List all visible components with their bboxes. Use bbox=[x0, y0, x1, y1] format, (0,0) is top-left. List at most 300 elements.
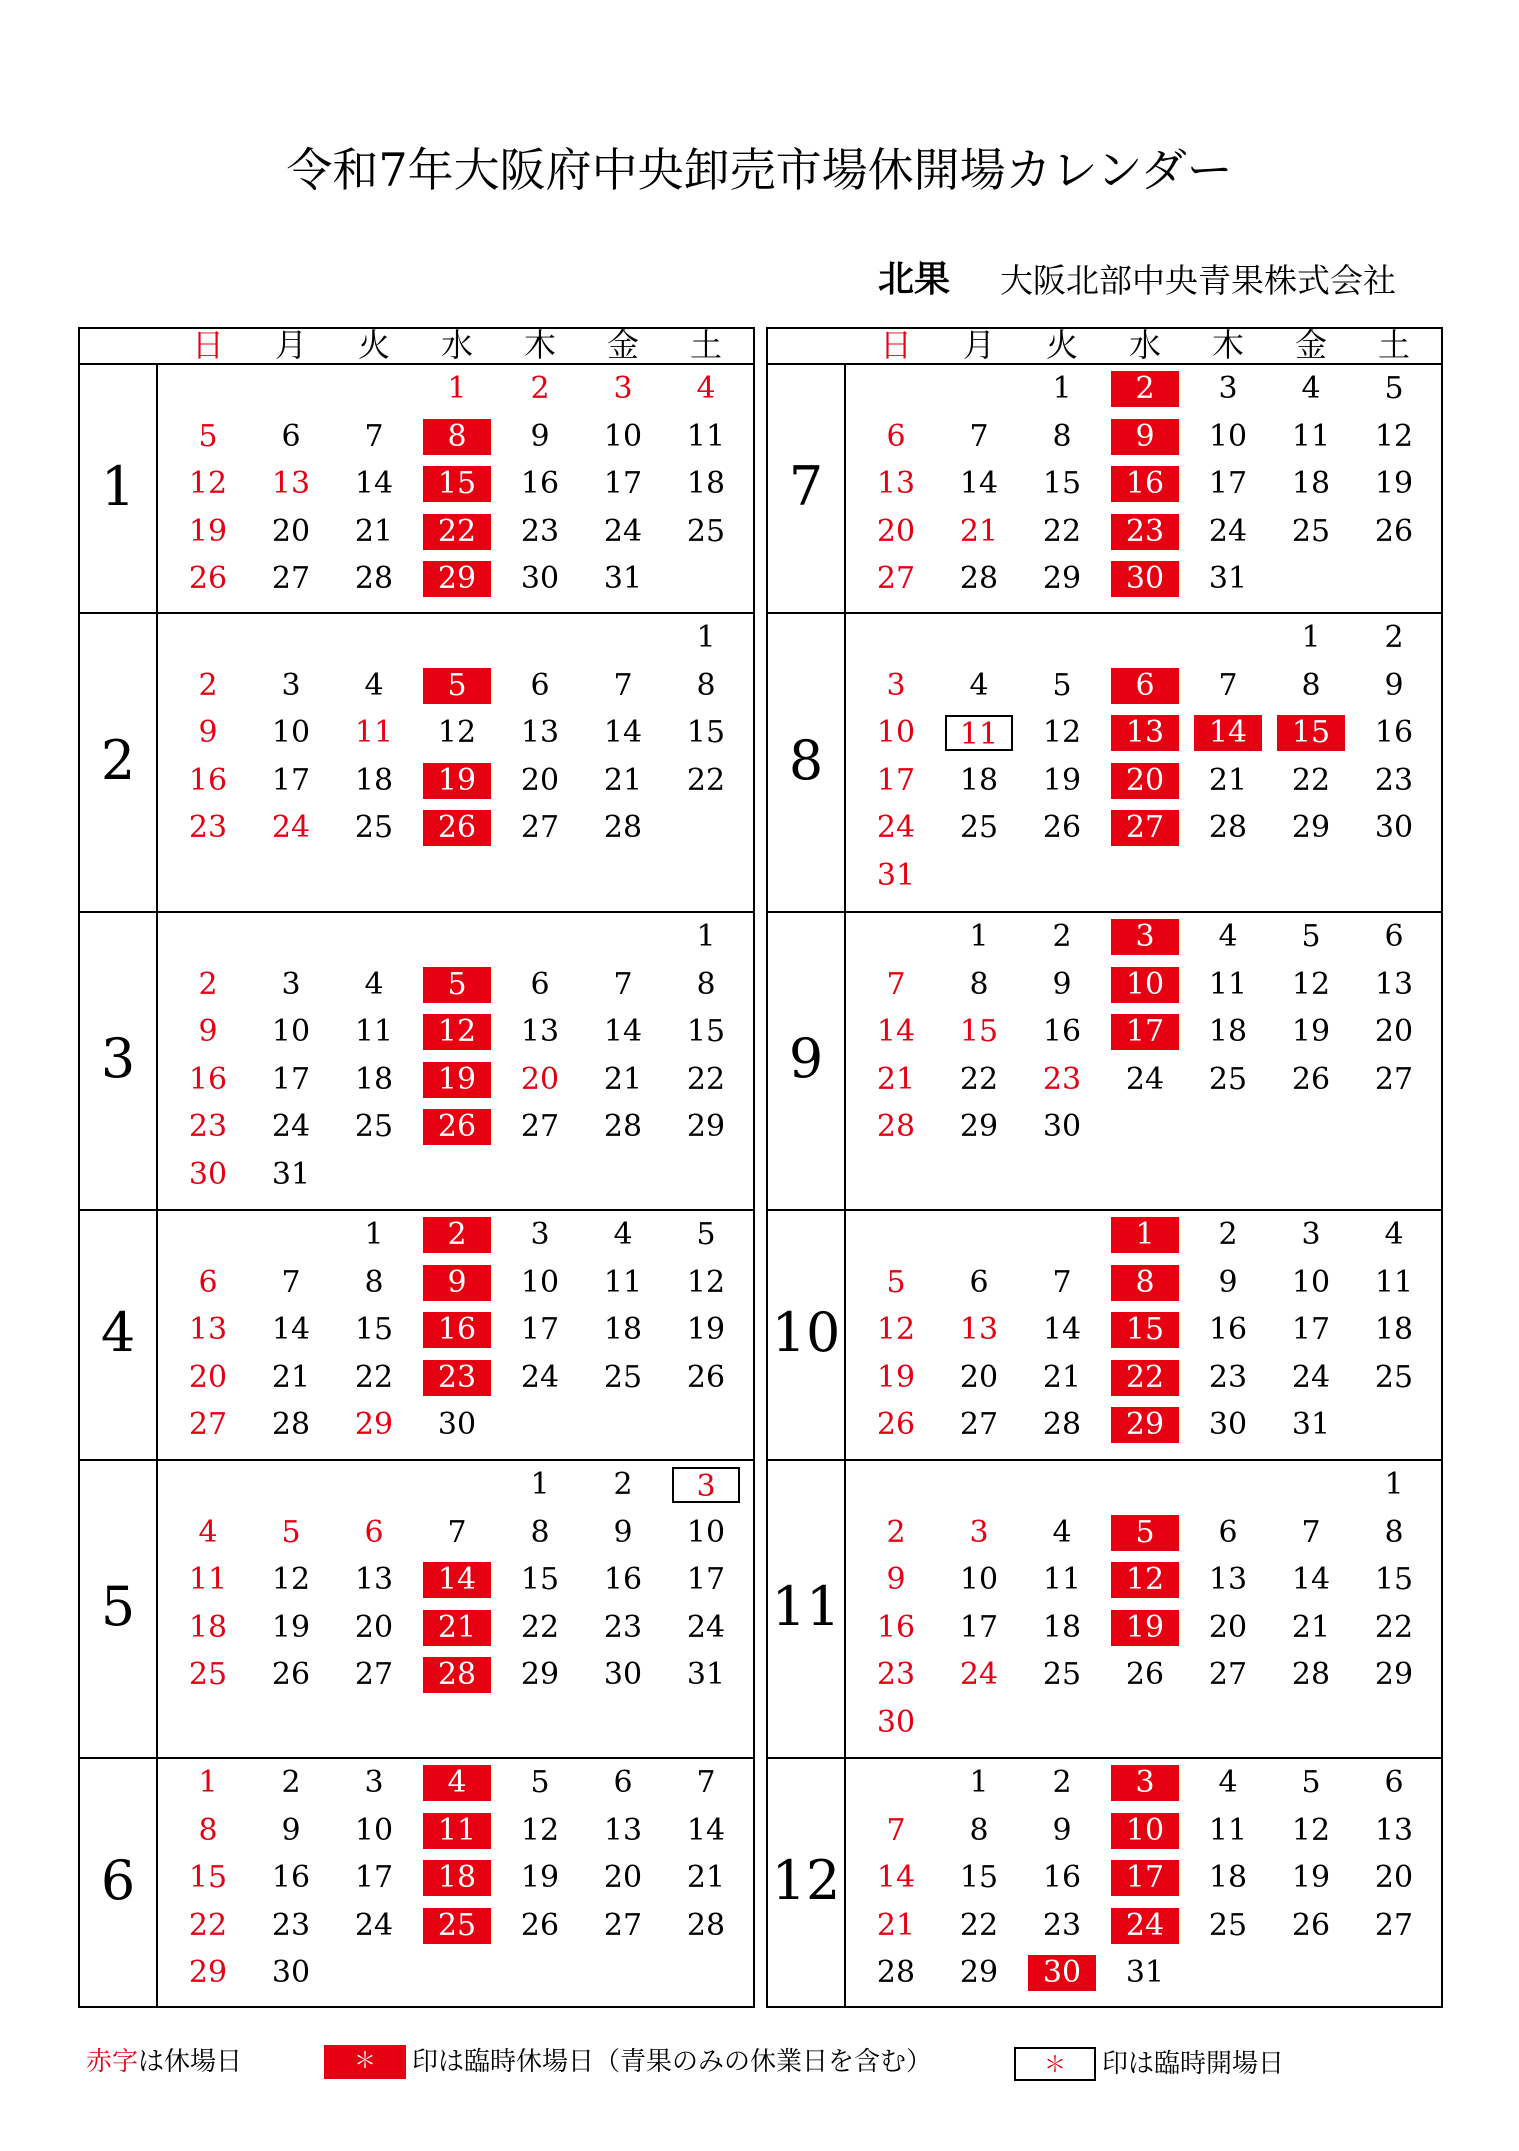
day-cell: 16 bbox=[423, 1312, 491, 1348]
day-cell: 1 bbox=[969, 919, 989, 954]
day-cell: 26 bbox=[1374, 513, 1414, 549]
day-cell: 3 bbox=[1218, 371, 1238, 406]
day-cell: 21 bbox=[354, 513, 394, 549]
day-cell: 31 bbox=[603, 561, 643, 596]
month-label: 1 bbox=[100, 454, 136, 518]
day-cell: 22 bbox=[423, 514, 491, 550]
day-cell: 27 bbox=[959, 1407, 999, 1442]
legend-fill-text: 印は臨時休場日（青果のみの休業日を含む） bbox=[412, 2047, 933, 2077]
month-5 bbox=[80, 1461, 753, 1759]
day-cell: 7 bbox=[281, 1264, 301, 1300]
day-cell: 14 bbox=[1042, 1312, 1082, 1347]
day-cell: 27 bbox=[520, 1109, 560, 1144]
day-cell: 4 bbox=[613, 1217, 633, 1252]
day-cell: 5 bbox=[423, 967, 491, 1003]
day-cell: 5 bbox=[198, 418, 218, 454]
day-cell: 6 bbox=[530, 966, 550, 1002]
day-cell: 8 bbox=[364, 1264, 384, 1300]
weekday-label: 金 bbox=[1294, 326, 1327, 364]
day-cell: 31 bbox=[876, 857, 916, 893]
day-cell: 12 bbox=[686, 1264, 726, 1300]
day-cell: 14 bbox=[876, 1860, 916, 1895]
day-cell: 21 bbox=[686, 1860, 726, 1895]
day-cell: 24 bbox=[271, 1109, 311, 1144]
day-cell: 13 bbox=[1374, 1812, 1414, 1848]
month-3 bbox=[80, 913, 753, 1211]
day-cell: 29 bbox=[959, 1955, 999, 1990]
day-cell: 1 bbox=[1301, 620, 1321, 655]
day-cell: 28 bbox=[354, 561, 394, 596]
day-cell: 17 bbox=[271, 762, 311, 798]
day-cell: 30 bbox=[1042, 1109, 1082, 1144]
day-cell: 21 bbox=[1042, 1359, 1082, 1395]
day-cell: 3 bbox=[886, 667, 906, 703]
day-cell: 10 bbox=[1111, 967, 1179, 1003]
day-cell: 24 bbox=[1125, 1061, 1165, 1097]
day-cell: 20 bbox=[1374, 1860, 1414, 1895]
day-cell: 11 bbox=[1374, 1264, 1414, 1300]
day-cell: 30 bbox=[1208, 1407, 1248, 1442]
day-cell: 16 bbox=[1208, 1312, 1248, 1347]
day-cell: 27 bbox=[1111, 810, 1179, 846]
day-cell: 20 bbox=[354, 1609, 394, 1645]
day-cell: 26 bbox=[1125, 1657, 1165, 1692]
day-cell: 10 bbox=[959, 1562, 999, 1597]
day-cell: 14 bbox=[271, 1312, 311, 1347]
day-cell: 25 bbox=[1208, 1907, 1248, 1943]
day-cell: 7 bbox=[447, 1514, 467, 1550]
day-cell: 2 bbox=[198, 966, 218, 1002]
month-label: 8 bbox=[788, 728, 824, 792]
day-cell: 15 bbox=[188, 1860, 228, 1895]
day-cell: 23 bbox=[1374, 762, 1414, 798]
day-cell: 25 bbox=[959, 810, 999, 845]
weekday-header bbox=[80, 326, 753, 365]
day-cell: 11 bbox=[1291, 418, 1331, 454]
day-cell: 28 bbox=[1042, 1407, 1082, 1442]
month-label: 5 bbox=[100, 1575, 136, 1638]
day-cell: 5 bbox=[423, 668, 491, 704]
day-cell: 8 bbox=[1111, 1265, 1179, 1301]
day-cell: 2 bbox=[1052, 1765, 1072, 1800]
day-cell: 17 bbox=[603, 466, 643, 501]
day-cell: 2 bbox=[423, 1217, 491, 1253]
day-cell: 27 bbox=[271, 561, 311, 596]
day-cell: 16 bbox=[1374, 715, 1414, 750]
month-label: 2 bbox=[100, 728, 136, 792]
month-8 bbox=[768, 614, 1441, 913]
day-cell: 18 bbox=[959, 762, 999, 798]
day-cell: 4 bbox=[364, 966, 384, 1002]
day-cell: 29 bbox=[1291, 810, 1331, 845]
weekday-header bbox=[768, 326, 1441, 365]
day-cell: 6 bbox=[1384, 919, 1404, 954]
day-cell: 24 bbox=[876, 810, 916, 845]
day-cell: 30 bbox=[876, 1704, 916, 1740]
day-cell: 8 bbox=[423, 419, 491, 455]
day-cell: 18 bbox=[603, 1312, 643, 1347]
day-cell: 21 bbox=[603, 1061, 643, 1097]
day-cell: 9 bbox=[1384, 667, 1404, 703]
day-cell: 21 bbox=[423, 1610, 491, 1646]
day-cell: 25 bbox=[1042, 1657, 1082, 1692]
day-cell: 11 bbox=[945, 715, 1013, 751]
day-cell: 8 bbox=[969, 966, 989, 1002]
day-cell: 7 bbox=[1052, 1264, 1072, 1300]
day-cell: 12 bbox=[1042, 715, 1082, 750]
day-cell: 13 bbox=[1208, 1562, 1248, 1597]
day-cell: 11 bbox=[354, 715, 394, 750]
day-cell: 22 bbox=[354, 1359, 394, 1395]
day-cell: 6 bbox=[886, 418, 906, 454]
day-cell: 20 bbox=[271, 513, 311, 549]
day-cell: 12 bbox=[188, 466, 228, 501]
weekday-label: 日 bbox=[191, 326, 224, 364]
day-cell: 23 bbox=[876, 1657, 916, 1692]
day-cell: 12 bbox=[1291, 966, 1331, 1002]
weekday-label: 水 bbox=[440, 326, 473, 364]
weekday-label: 水 bbox=[1128, 326, 1161, 364]
weekday-label: 土 bbox=[689, 326, 722, 364]
day-cell: 2 bbox=[530, 371, 550, 406]
day-cell: 4 bbox=[1218, 919, 1238, 954]
day-cell: 7 bbox=[364, 418, 384, 454]
day-cell: 10 bbox=[1111, 1813, 1179, 1849]
day-cell: 16 bbox=[603, 1562, 643, 1597]
day-cell: 3 bbox=[969, 1514, 989, 1550]
day-cell: 15 bbox=[959, 1860, 999, 1895]
month-label: 9 bbox=[788, 1027, 824, 1090]
day-cell: 5 bbox=[1111, 1515, 1179, 1551]
day-cell: 23 bbox=[188, 1109, 228, 1144]
day-cell: 24 bbox=[959, 1657, 999, 1692]
day-cell: 7 bbox=[969, 418, 989, 454]
day-cell: 29 bbox=[520, 1657, 560, 1692]
day-cell: 2 bbox=[1218, 1217, 1238, 1252]
day-cell: 16 bbox=[188, 1061, 228, 1097]
day-cell: 20 bbox=[876, 513, 916, 549]
day-cell: 29 bbox=[1042, 561, 1082, 596]
legend-box-text: 印は臨時開場日 bbox=[1102, 2049, 1285, 2079]
month-label: 7 bbox=[788, 454, 824, 518]
weekday-label: 金 bbox=[606, 326, 639, 364]
day-cell: 27 bbox=[1374, 1061, 1414, 1097]
day-cell: 4 bbox=[696, 371, 716, 406]
month-label: 12 bbox=[771, 1848, 841, 1912]
day-cell: 27 bbox=[1208, 1657, 1248, 1692]
day-cell: 22 bbox=[1374, 1609, 1414, 1645]
day-cell: 26 bbox=[520, 1907, 560, 1943]
month-10 bbox=[768, 1211, 1441, 1461]
day-cell: 21 bbox=[876, 1907, 916, 1943]
day-cell: 3 bbox=[281, 667, 301, 703]
day-cell: 28 bbox=[603, 810, 643, 845]
day-cell: 17 bbox=[1208, 466, 1248, 501]
day-cell: 2 bbox=[198, 667, 218, 703]
subheader bbox=[878, 255, 1448, 303]
day-cell: 17 bbox=[1111, 1860, 1179, 1896]
day-cell: 6 bbox=[1218, 1514, 1238, 1550]
day-cell: 23 bbox=[520, 513, 560, 549]
day-cell: 11 bbox=[1208, 1812, 1248, 1848]
day-cell: 22 bbox=[959, 1907, 999, 1943]
day-cell: 25 bbox=[1291, 513, 1331, 549]
day-cell: 19 bbox=[271, 1609, 311, 1645]
day-cell: 12 bbox=[1111, 1562, 1179, 1598]
day-cell: 26 bbox=[271, 1657, 311, 1692]
day-cell: 28 bbox=[959, 561, 999, 596]
day-cell: 2 bbox=[1111, 371, 1179, 407]
day-cell: 8 bbox=[1301, 667, 1321, 703]
day-cell: 30 bbox=[1111, 561, 1179, 597]
day-cell: 11 bbox=[1208, 966, 1248, 1002]
day-cell: 10 bbox=[686, 1514, 726, 1550]
day-cell: 9 bbox=[281, 1812, 301, 1848]
day-cell: 18 bbox=[1208, 1860, 1248, 1895]
day-cell: 28 bbox=[686, 1907, 726, 1943]
day-cell: 5 bbox=[530, 1765, 550, 1800]
day-cell: 30 bbox=[188, 1156, 228, 1192]
day-cell: 17 bbox=[876, 762, 916, 798]
day-cell: 2 bbox=[1384, 620, 1404, 655]
month-label: 3 bbox=[100, 1027, 136, 1090]
day-cell: 27 bbox=[188, 1407, 228, 1442]
day-cell: 6 bbox=[530, 667, 550, 703]
weekday-label: 日 bbox=[879, 326, 912, 364]
day-cell: 26 bbox=[423, 810, 491, 846]
day-cell: 5 bbox=[1301, 919, 1321, 954]
market-short-name: 北果 bbox=[878, 258, 951, 300]
day-cell: 16 bbox=[188, 762, 228, 798]
day-cell: 25 bbox=[188, 1657, 228, 1692]
day-cell: 15 bbox=[686, 1014, 726, 1049]
day-cell: 18 bbox=[686, 466, 726, 501]
day-cell: 15 bbox=[423, 466, 491, 502]
day-cell: 29 bbox=[686, 1109, 726, 1144]
month-label: 10 bbox=[771, 1301, 841, 1364]
day-cell: 6 bbox=[969, 1264, 989, 1300]
day-cell: 13 bbox=[603, 1812, 643, 1848]
day-cell: 16 bbox=[1042, 1014, 1082, 1049]
day-cell: 13 bbox=[959, 1312, 999, 1347]
day-cell: 9 bbox=[530, 418, 550, 454]
day-cell: 20 bbox=[603, 1860, 643, 1895]
day-cell: 24 bbox=[1111, 1908, 1179, 1944]
day-cell: 9 bbox=[886, 1562, 906, 1597]
day-cell: 19 bbox=[1291, 1014, 1331, 1049]
day-cell: 9 bbox=[1111, 419, 1179, 455]
day-cell: 18 bbox=[1208, 1014, 1248, 1049]
day-cell: 29 bbox=[1111, 1407, 1179, 1443]
day-cell: 12 bbox=[437, 715, 477, 750]
month-12 bbox=[768, 1759, 1441, 2008]
day-cell: 19 bbox=[423, 1062, 491, 1098]
day-cell: 7 bbox=[696, 1765, 716, 1800]
day-cell: 19 bbox=[1374, 466, 1414, 501]
day-cell: 26 bbox=[188, 561, 228, 596]
day-cell: 8 bbox=[696, 667, 716, 703]
day-cell: 19 bbox=[1111, 1610, 1179, 1646]
day-cell: 8 bbox=[1052, 418, 1072, 454]
day-cell: 21 bbox=[1208, 762, 1248, 798]
day-cell: 19 bbox=[1291, 1860, 1331, 1895]
weekday-label: 木 bbox=[523, 326, 556, 364]
day-cell: 23 bbox=[603, 1609, 643, 1645]
day-cell: 22 bbox=[686, 762, 726, 798]
day-cell: 17 bbox=[354, 1860, 394, 1895]
day-cell: 19 bbox=[188, 513, 228, 549]
day-cell: 10 bbox=[1208, 418, 1248, 454]
page-title: 令和7年大阪府中央卸売市場休開場カレンダー bbox=[286, 143, 1233, 197]
day-cell: 3 bbox=[1111, 919, 1179, 955]
day-cell: 19 bbox=[423, 763, 491, 799]
day-cell: 8 bbox=[1384, 1514, 1404, 1550]
day-cell: 10 bbox=[520, 1264, 560, 1300]
day-cell: 30 bbox=[603, 1657, 643, 1692]
day-cell: 1 bbox=[969, 1765, 989, 1800]
day-cell: 7 bbox=[886, 1812, 906, 1848]
day-cell: 19 bbox=[1042, 762, 1082, 798]
day-cell: 3 bbox=[281, 966, 301, 1002]
day-cell: 7 bbox=[1218, 667, 1238, 703]
day-cell: 17 bbox=[271, 1061, 311, 1097]
day-cell: 25 bbox=[354, 810, 394, 845]
calendar-right-panel bbox=[766, 327, 1443, 2008]
day-cell: 14 bbox=[423, 1562, 491, 1598]
day-cell: 10 bbox=[603, 418, 643, 454]
day-cell: 22 bbox=[959, 1061, 999, 1097]
legend-red-text: 赤字は休場日 bbox=[86, 2047, 243, 2077]
month-6 bbox=[80, 1759, 753, 2008]
day-cell: 31 bbox=[271, 1156, 311, 1192]
day-cell: 7 bbox=[613, 667, 633, 703]
day-cell: 3 bbox=[530, 1217, 550, 1252]
day-cell: 5 bbox=[281, 1514, 301, 1550]
day-cell: 18 bbox=[188, 1609, 228, 1645]
day-cell: 27 bbox=[876, 561, 916, 596]
day-cell: 1 bbox=[1111, 1217, 1179, 1253]
calendar-left-panel bbox=[78, 327, 755, 2008]
day-cell: 23 bbox=[1111, 514, 1179, 550]
day-cell: 22 bbox=[1291, 762, 1331, 798]
day-cell: 20 bbox=[520, 1061, 560, 1097]
day-cell: 31 bbox=[686, 1657, 726, 1692]
month-label: 6 bbox=[100, 1848, 136, 1912]
day-cell: 14 bbox=[876, 1014, 916, 1049]
month-label: 11 bbox=[771, 1575, 841, 1638]
day-cell: 12 bbox=[876, 1312, 916, 1347]
day-cell: 14 bbox=[1194, 715, 1262, 751]
day-cell: 14 bbox=[603, 715, 643, 750]
day-cell: 14 bbox=[603, 1014, 643, 1049]
month-4 bbox=[80, 1211, 753, 1461]
day-cell: 14 bbox=[959, 466, 999, 501]
day-cell: 29 bbox=[423, 561, 491, 597]
day-cell: 1 bbox=[696, 919, 716, 954]
day-cell: 13 bbox=[520, 1014, 560, 1049]
day-cell: 1 bbox=[198, 1765, 218, 1800]
day-cell: 18 bbox=[354, 1061, 394, 1097]
day-cell: 13 bbox=[271, 466, 311, 501]
day-cell: 7 bbox=[1301, 1514, 1321, 1550]
day-cell: 9 bbox=[198, 1014, 218, 1049]
day-cell: 8 bbox=[530, 1514, 550, 1550]
day-cell: 10 bbox=[271, 715, 311, 750]
day-cell: 14 bbox=[354, 466, 394, 501]
day-cell: 27 bbox=[1374, 1907, 1414, 1943]
day-cell: 17 bbox=[1291, 1312, 1331, 1347]
day-cell: 4 bbox=[1052, 1514, 1072, 1550]
day-cell: 24 bbox=[1208, 513, 1248, 549]
day-cell: 26 bbox=[876, 1407, 916, 1442]
day-cell: 28 bbox=[1291, 1657, 1331, 1692]
day-cell: 28 bbox=[876, 1109, 916, 1144]
day-cell: 4 bbox=[1301, 371, 1321, 406]
day-cell: 31 bbox=[1291, 1407, 1331, 1442]
day-cell: 21 bbox=[959, 513, 999, 549]
day-cell: 25 bbox=[354, 1109, 394, 1144]
day-cell: 10 bbox=[876, 715, 916, 750]
day-cell: 5 bbox=[1052, 667, 1072, 703]
day-cell: 1 bbox=[1052, 371, 1072, 406]
day-cell: 26 bbox=[1042, 810, 1082, 845]
day-cell: 22 bbox=[1042, 513, 1082, 549]
day-cell: 24 bbox=[1291, 1359, 1331, 1395]
day-cell: 30 bbox=[1374, 810, 1414, 845]
day-cell: 3 bbox=[1111, 1765, 1179, 1801]
day-cell: 18 bbox=[1042, 1609, 1082, 1645]
day-cell: 16 bbox=[271, 1860, 311, 1895]
day-cell: 9 bbox=[1052, 1812, 1072, 1848]
day-cell: 9 bbox=[1052, 966, 1072, 1002]
day-cell: 23 bbox=[423, 1360, 491, 1396]
day-cell: 28 bbox=[603, 1109, 643, 1144]
day-cell: 28 bbox=[1208, 810, 1248, 845]
day-cell: 30 bbox=[271, 1955, 311, 1990]
day-cell: 6 bbox=[364, 1514, 384, 1550]
day-cell: 13 bbox=[188, 1312, 228, 1347]
day-cell: 10 bbox=[354, 1812, 394, 1848]
day-cell: 25 bbox=[423, 1908, 491, 1944]
day-cell: 5 bbox=[886, 1264, 906, 1300]
day-cell: 18 bbox=[354, 762, 394, 798]
day-cell: 27 bbox=[603, 1907, 643, 1943]
day-cell: 7 bbox=[613, 966, 633, 1002]
day-cell: 23 bbox=[1208, 1359, 1248, 1395]
day-cell: 16 bbox=[876, 1609, 916, 1645]
day-cell: 28 bbox=[876, 1955, 916, 1990]
day-cell: 6 bbox=[198, 1264, 218, 1300]
legend-box-swatch: ＊ bbox=[1014, 2047, 1096, 2081]
weekday-label: 月 bbox=[962, 326, 995, 364]
day-cell: 1 bbox=[447, 371, 467, 406]
day-cell: 4 bbox=[198, 1514, 218, 1550]
day-cell: 8 bbox=[969, 1812, 989, 1848]
day-cell: 26 bbox=[1291, 1061, 1331, 1097]
day-cell: 20 bbox=[1374, 1014, 1414, 1049]
day-cell: 9 bbox=[1218, 1264, 1238, 1300]
day-cell: 17 bbox=[686, 1562, 726, 1597]
day-cell: 9 bbox=[423, 1265, 491, 1301]
day-cell: 17 bbox=[520, 1312, 560, 1347]
day-cell: 30 bbox=[1028, 1955, 1096, 1991]
day-cell: 3 bbox=[613, 371, 633, 406]
day-cell: 3 bbox=[1301, 1217, 1321, 1252]
day-cell: 20 bbox=[959, 1359, 999, 1395]
day-cell: 15 bbox=[520, 1562, 560, 1597]
day-cell: 3 bbox=[672, 1467, 740, 1503]
day-cell: 26 bbox=[1291, 1907, 1331, 1943]
